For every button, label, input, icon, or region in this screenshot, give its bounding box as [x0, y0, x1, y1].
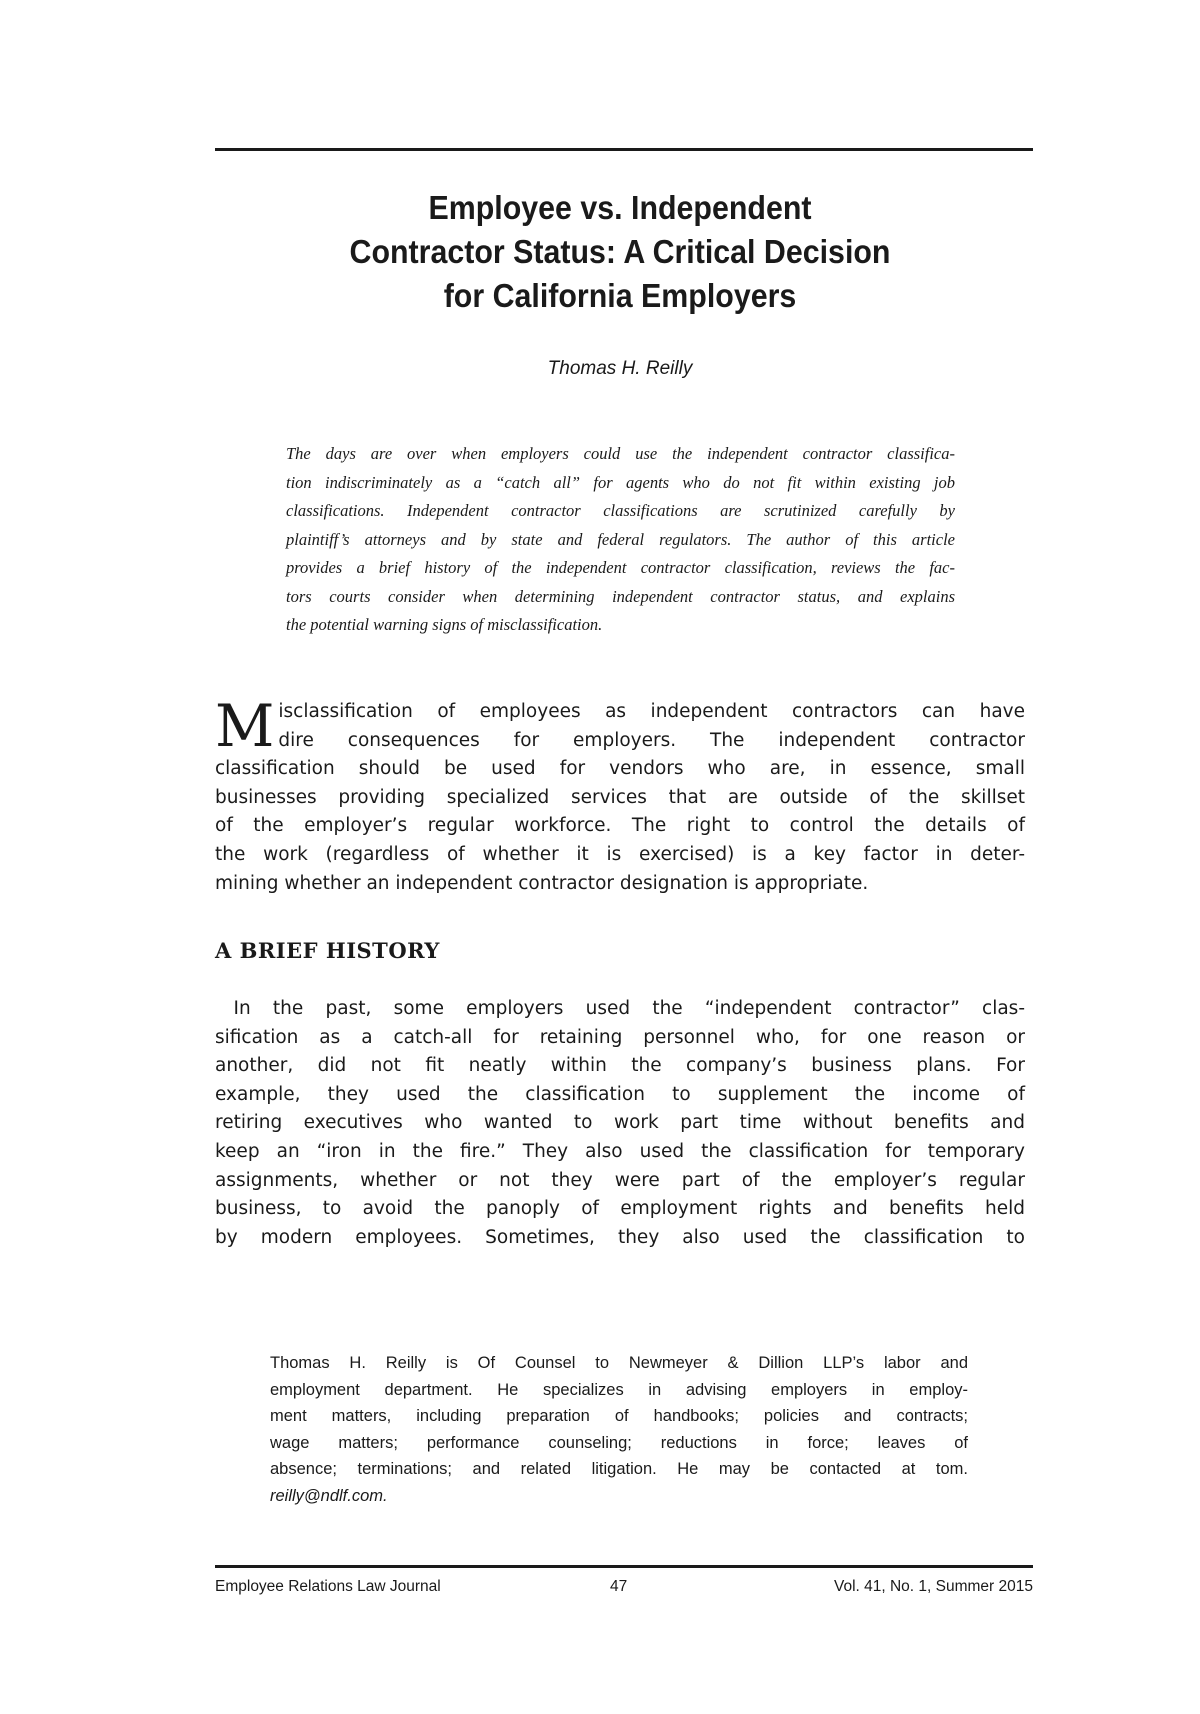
abstract-line: plaintiff’s attorneys and by state and federal regulators. The author of this article: [286, 529, 955, 549]
paragraph-line: example, they used the classification to supplement the income of: [215, 1083, 1025, 1105]
article-title: [50, 186, 1191, 318]
abstract-line: tion indiscriminately as a “catch all” for agents who do not fit within existing job: [286, 472, 955, 492]
abstract-line: classifications. Independent contractor classifications are scrutinized carefully by: [286, 501, 955, 520]
paragraph-line: of the employer’s regular workforce. The right to control the details of: [215, 815, 1025, 837]
paragraph-line: assignments, whether or not they were part of the employer’s regular: [215, 1169, 1025, 1191]
page-number: 47: [610, 1578, 628, 1595]
paragraph-line: sification as a catch-all for retaining personnel who, for one reason or: [215, 1026, 1025, 1048]
footnote-line: employment department. He specializes in advising employers in employ-: [270, 1380, 968, 1399]
paragraph-line: dire consequences for employers. The independent contractor: [278, 729, 1025, 751]
footnote-email-line: reilly@ndlf.com.: [270, 1486, 388, 1505]
abstract-line: tors courts consider when determining independent contractor status, and explains: [286, 586, 955, 606]
paragraph-line: the work (regardless of whether it is exercised) is a key factor in deter-: [215, 843, 1025, 865]
title-line: Contractor Status: A Critical Decision: [349, 233, 891, 270]
paragraph-line: retiring executives who wanted to work part time without benefits and: [215, 1112, 1025, 1134]
author-footnote: [270, 1350, 968, 1509]
abstract-line: The days are over when employers could use the independent contractor classifica-: [286, 444, 955, 463]
paragraph-line: another, did not fit neatly within the company’s business plans. For: [215, 1055, 1025, 1077]
footnote-line: Thomas H. Reilly is Of Counsel to Newmeyer & Dillion LLP’s labor and: [270, 1354, 968, 1372]
abstract-line: the potential warning signs of misclassification.: [286, 615, 603, 634]
journal-name: Employee Relations Law Journal: [215, 1578, 441, 1595]
paragraph-line: isclassification of employees as independent contractors can have: [278, 701, 1025, 722]
title-line: Employee vs. Independent: [428, 189, 812, 226]
paragraph-line: business, to avoid the panoply of employment rights and benefits held: [215, 1198, 1025, 1220]
paragraph-line: keep an “iron in the fire.” They also used the classification for temporary: [215, 1140, 1025, 1162]
abstract: [286, 440, 955, 640]
paragraph-line: mining whether an independent contractor designation is appropriate.: [215, 872, 869, 894]
paragraph-line: In the past, some employers used the “independent contractor” clas-: [215, 998, 1025, 1019]
footer-rule: [215, 1565, 1033, 1568]
issue-info: Vol. 41, No. 1, Summer 2015: [833, 1578, 1033, 1595]
footnote-line: wage matters; performance counseling; reductions in force; leaves of: [270, 1433, 968, 1452]
paragraph-line: by modern employees. Sometimes, they also used the classification to: [215, 1226, 1025, 1248]
history-paragraph: [215, 995, 1025, 1252]
paragraph-line: businesses providing specialized services that are outside of the skillset: [215, 786, 1025, 808]
author-name: Thomas H. Reilly: [547, 358, 693, 379]
paragraph-line: classification should be used for vendors who are, in essence, small: [215, 758, 1025, 780]
footnote-line: ment matters, including preparation of handbooks; policies and contracts;: [270, 1407, 968, 1425]
top-rule: [215, 148, 1033, 151]
drop-cap: M: [215, 692, 275, 760]
section-heading: A BRIEF HISTORY: [215, 938, 440, 963]
footnote-line: absence; terminations; and related litigation. He may be contacted at tom.: [270, 1460, 968, 1478]
title-line: for California Employers: [443, 277, 797, 314]
intro-paragraph: [215, 692, 1025, 898]
abstract-line: provides a brief history of the independent contractor classification, reviews the fac-: [286, 558, 955, 577]
